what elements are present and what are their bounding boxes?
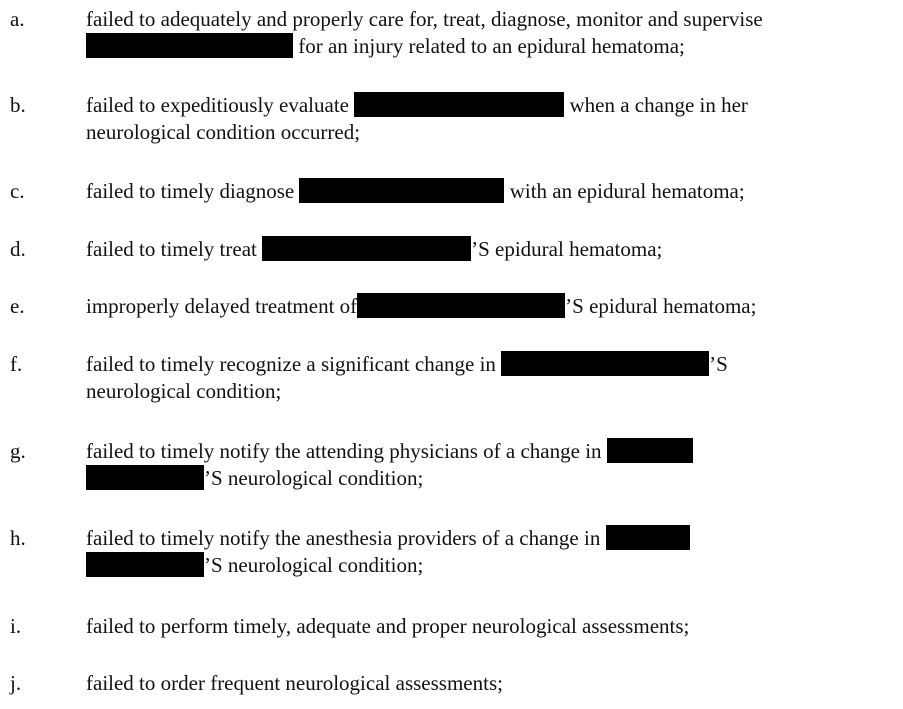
item-line: [86, 92, 901, 119]
item-line: [86, 119, 901, 146]
item-text: failed to timely notify the attending physicians of a change in: [86, 439, 602, 463]
item-text: failed to perform timely, adequate and proper neurological assessments;: [86, 614, 690, 638]
list-item-text: [86, 670, 901, 697]
redaction-bar: [299, 178, 504, 203]
list-marker: e.: [10, 294, 25, 318]
item-line: [86, 613, 901, 640]
list-marker: a.: [10, 7, 25, 31]
list-marker: f.: [10, 352, 23, 376]
list-item-text: [86, 6, 901, 60]
redaction-bar: [86, 33, 293, 58]
item-text: ’S neurological condition;: [204, 466, 424, 490]
item-line: [86, 293, 901, 320]
list-item-text: [86, 178, 901, 205]
list-item-text: [86, 351, 901, 405]
item-text: failed to timely notify the anesthesia providers of a change in: [86, 526, 601, 550]
item-text: failed to order frequent neurological assessments;: [86, 671, 503, 695]
item-line: [86, 670, 901, 697]
list-item-text: [86, 525, 901, 579]
item-text: failed to timely recognize a significant change in: [86, 352, 496, 376]
redaction-bar: [86, 552, 204, 577]
list-item-text: [86, 613, 901, 640]
redaction-bar: [354, 92, 564, 117]
item-text: improperly delayed treatment of: [86, 294, 358, 318]
list-marker: g.: [10, 439, 26, 463]
list-item-text: [86, 92, 901, 146]
list-marker: i.: [10, 614, 22, 638]
item-line: [86, 33, 901, 60]
item-text: ’S epidural hematoma;: [471, 237, 663, 261]
item-line: [86, 525, 901, 552]
item-line: [86, 6, 901, 33]
list-marker: d.: [10, 237, 26, 261]
item-text: failed to timely diagnose: [86, 179, 295, 203]
item-text: failed to timely treat: [86, 237, 257, 261]
item-line: [86, 552, 901, 579]
list-item-text: [86, 438, 901, 492]
item-text: failed to expeditiously evaluate: [86, 93, 349, 117]
list-marker: c.: [10, 179, 25, 203]
item-line: [86, 465, 901, 492]
item-line: [86, 178, 901, 205]
redaction-bar: [606, 525, 690, 550]
item-text: ’S: [709, 352, 728, 376]
list-marker: b.: [10, 93, 26, 117]
redaction-bar: [357, 293, 565, 318]
redaction-bar: [86, 465, 204, 490]
list-item-text: [86, 236, 901, 263]
redaction-bar: [262, 236, 471, 261]
redaction-bar: [607, 438, 693, 463]
redaction-bar: [501, 351, 709, 376]
item-line: [86, 438, 901, 465]
item-line: [86, 351, 901, 378]
item-line: [86, 378, 901, 405]
list-marker: h.: [10, 526, 26, 550]
item-text: for an injury related to an epidural hematoma;: [298, 34, 685, 58]
list-item-text: [86, 293, 901, 320]
item-text: ’S epidural hematoma;: [565, 294, 757, 318]
item-text: neurological condition;: [86, 379, 282, 403]
list-marker: j.: [10, 671, 22, 695]
item-text: neurological condition occurred;: [86, 120, 361, 144]
item-text: ’S neurological condition;: [204, 553, 424, 577]
item-text: failed to adequately and properly care for, treat, diagnose, monitor and supervise: [86, 7, 763, 31]
item-text: with an epidural hematoma;: [509, 179, 745, 203]
item-line: [86, 236, 901, 263]
item-text: when a change in her: [569, 93, 748, 117]
